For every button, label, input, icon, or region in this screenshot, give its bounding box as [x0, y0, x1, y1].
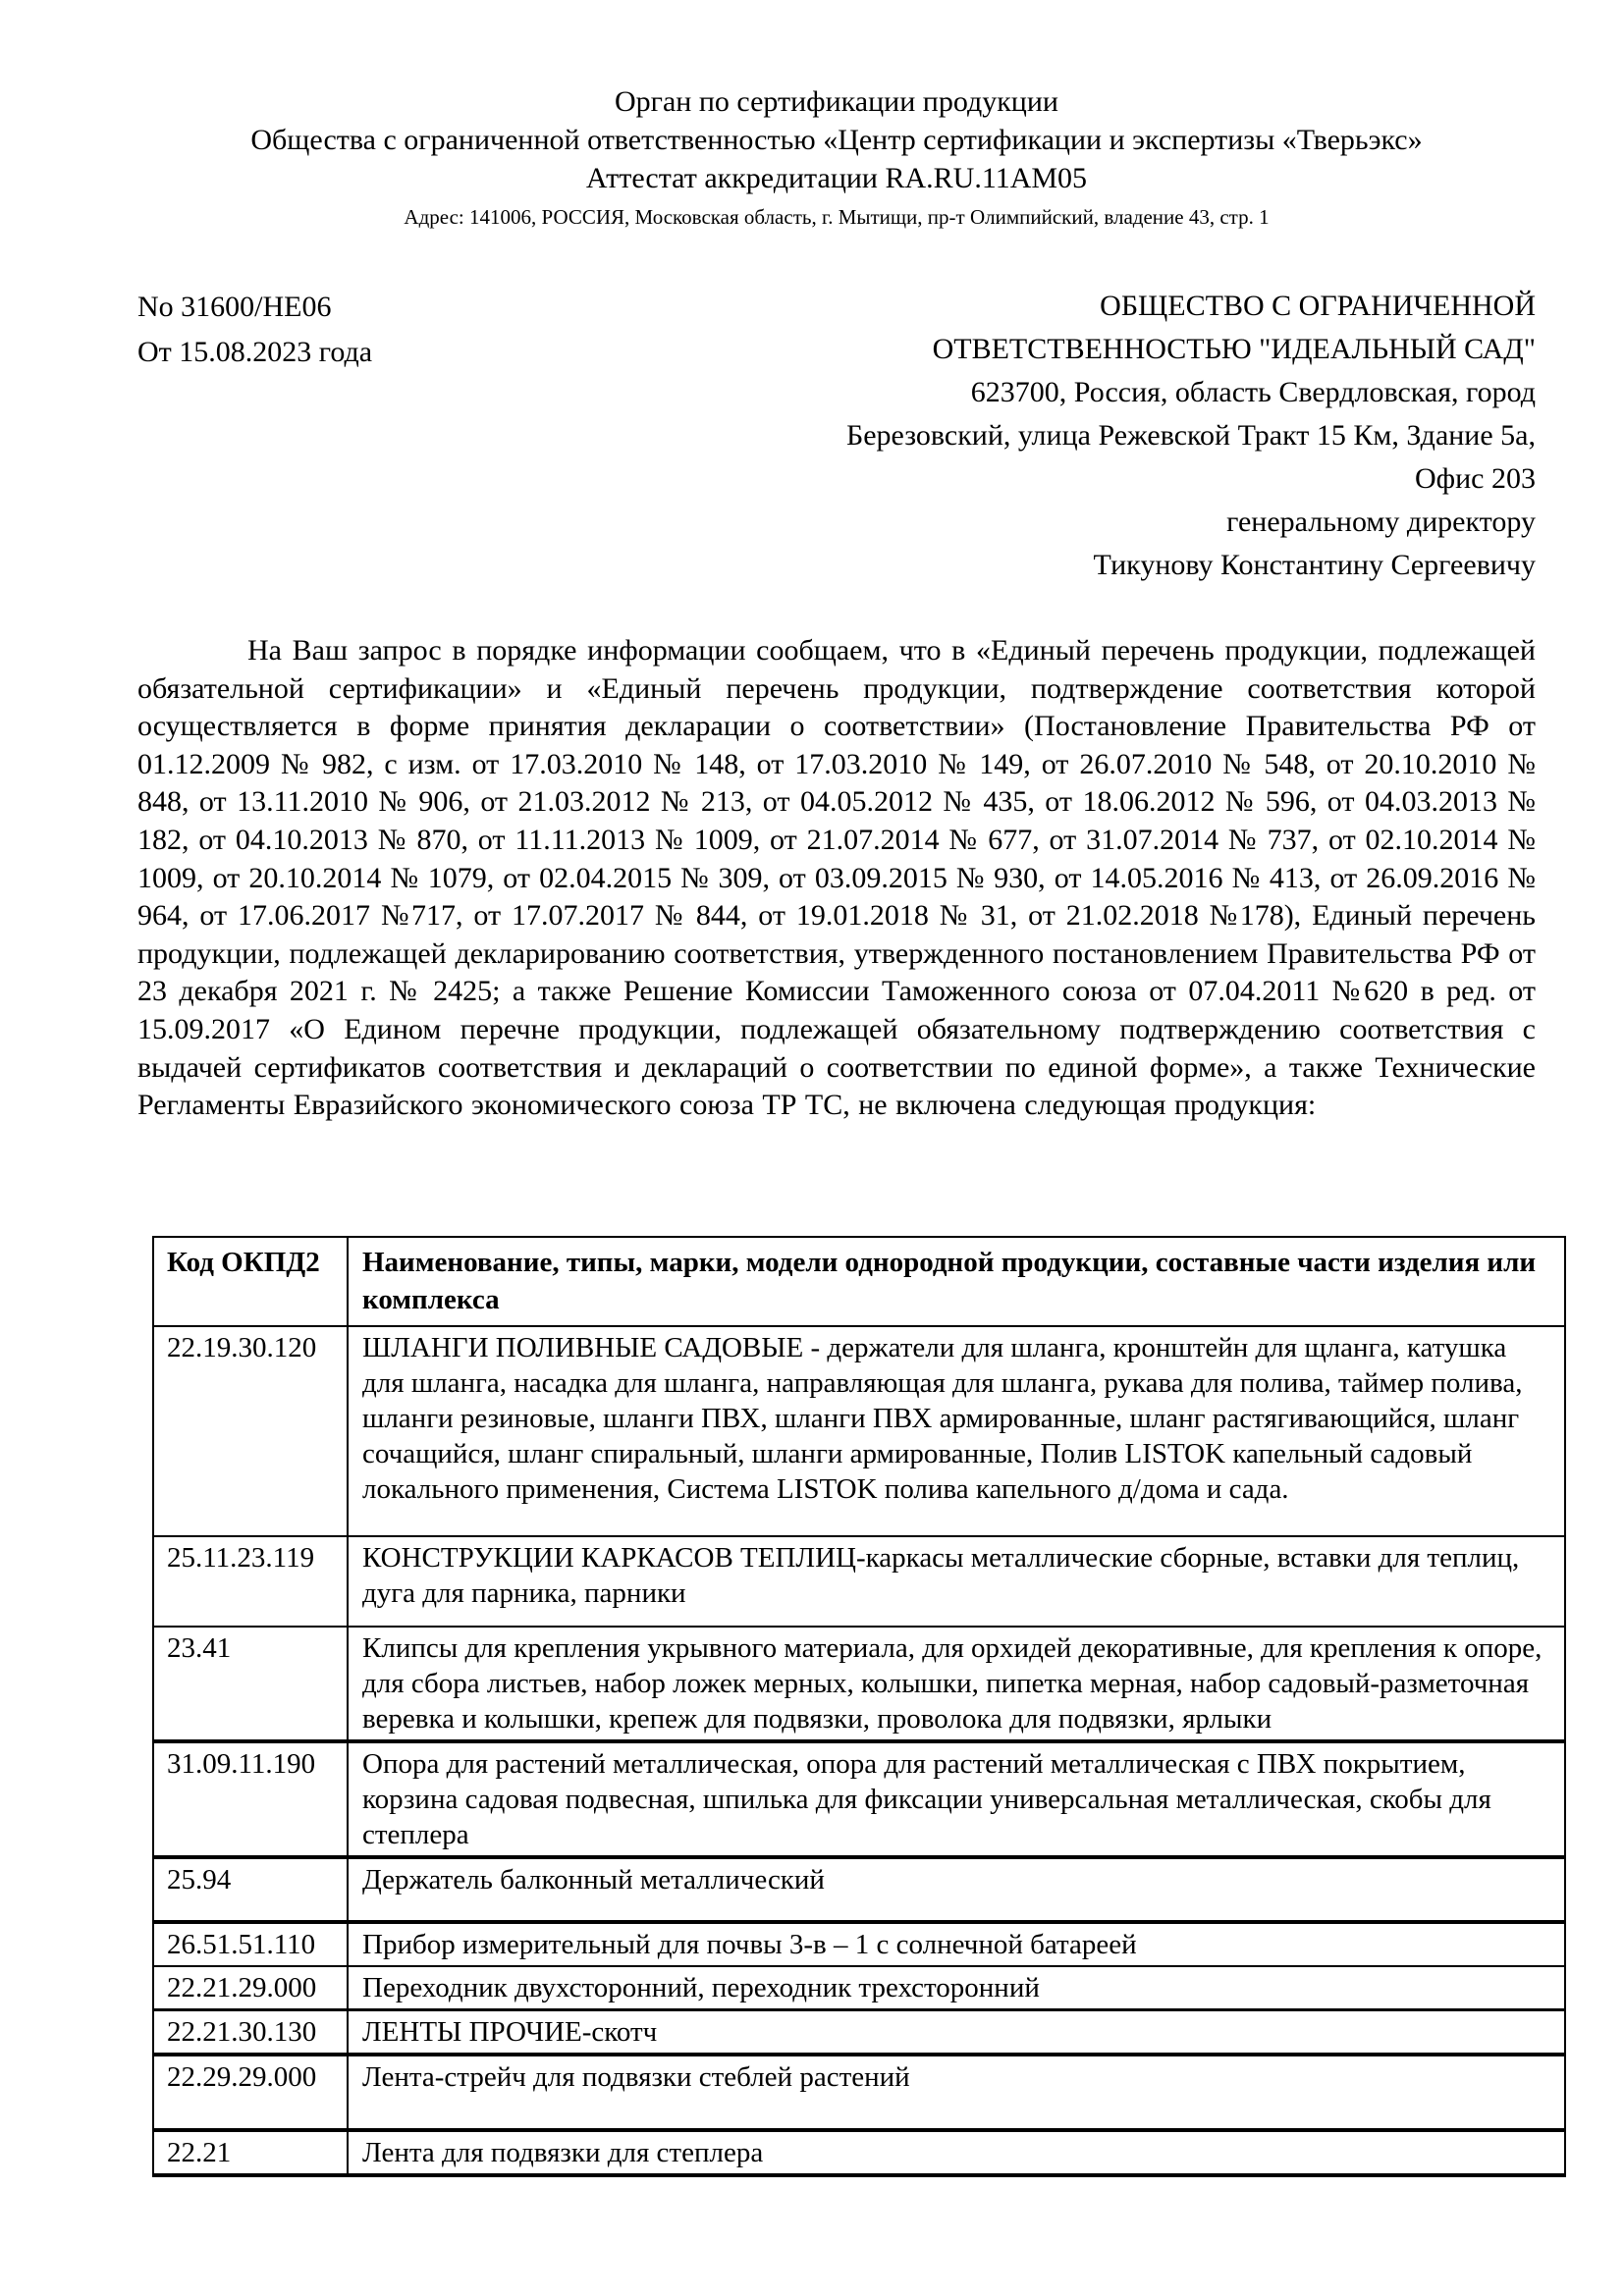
- name-cell: ШЛАНГИ ПОЛИВНЫЕ САДОВЫЕ - держатели для шланга, кронштейн для щланга, катушка для шланга, насадка для шланга, направляющая для шланга, рукава для полива, таймер полива, шланги резиновые, шланги ПВХ, шланги ПВХ армированные, шланг растягивающийся, шланг сочащийся, шланг спиральный, шланги армированные, Полив LISTOK капельный садовый локального применения, Система LISTOK полива капельного д/дома и сада.: [348, 1326, 1565, 1536]
- recipient-address-line3: Офис 203: [1415, 462, 1536, 495]
- name-cell: Лента-стрейч для подвязки стеблей растений: [348, 2055, 1565, 2130]
- code-cell: 22.21: [153, 2130, 348, 2175]
- table-row: [153, 1741, 1565, 1857]
- name-cell: Клипсы для крепления укрывного материала, для орхидей декоративные, для крепления к опоре, для сбора листьев, набор ложек мерных, колышки, пипетка мерная, набор садовый-разметочная веревка и колышки, крепеж для подвязки, проволока для подвязки, ярлыки: [348, 1627, 1565, 1741]
- name-cell: Переходник двухсторонний, переходник трехсторонний: [348, 1966, 1565, 2010]
- recipient-address-line2: Березовский, улица Режевской Тракт 15 Км, Здание 5а,: [845, 419, 1536, 452]
- code-cell: 22.29.29.000: [153, 2055, 348, 2130]
- name-cell: Держатель балконный металлический: [348, 1857, 1565, 1922]
- code-cell: 31.09.11.190: [153, 1741, 348, 1857]
- recipient-person: Тикунову Константину Сергеевичу: [1093, 549, 1536, 581]
- table-row: [153, 1966, 1565, 2010]
- reference-number: No 31600/НЕ06: [137, 291, 332, 323]
- code-cell: 22.21.30.130: [153, 2010, 348, 2056]
- recipient-company-line2: ОТВЕТСТВЕННОСТЬЮ "ИДЕАЛЬНЫЙ САД": [932, 333, 1536, 365]
- name-cell: Прибор измерительный для почвы 3-в – 1 с солнечной батареей: [348, 1922, 1565, 1966]
- code-cell: 22.21.29.000: [153, 1966, 348, 2010]
- recipient-block: [550, 285, 1536, 587]
- code-cell: 26.51.51.110: [153, 1922, 348, 1966]
- table-row: [153, 1627, 1565, 1741]
- products-table: [152, 1236, 1566, 2177]
- table-row: [153, 2130, 1565, 2175]
- code-cell: 25.11.23.119: [153, 1536, 348, 1627]
- reference-date: От 15.08.2023 года: [137, 336, 373, 368]
- table-row: [153, 2055, 1565, 2130]
- table-header-row: [153, 1237, 1565, 1326]
- table-header-name: Наименование, типы, марки, модели однородной продукции, составные части изделия или комплекса: [348, 1237, 1565, 1326]
- table-row: [153, 1857, 1565, 1922]
- code-cell: 22.19.30.120: [153, 1326, 348, 1536]
- recipient-title: генеральному директору: [1226, 506, 1536, 538]
- name-cell: ЛЕНТЫ ПРОЧИЕ-скотч: [348, 2010, 1565, 2056]
- table-row: [153, 1922, 1565, 1966]
- letterhead-accreditation: Аттестат аккредитации RA.RU.11АМ05: [585, 162, 1088, 194]
- name-cell: Лента для подвязки для степлера: [348, 2130, 1565, 2175]
- letterhead: [137, 82, 1536, 230]
- name-cell: Опора для растений металлическая, опора для растений металлическая с ПВХ покрытием, корзина садовая подвесная, шпилька для фиксации универсальная металлическая, скобы для степлера: [348, 1741, 1565, 1857]
- body-paragraph: На Ваш запрос в порядке информации сообщаем, что в «Единый перечень продукции, подлежащей обязательной сертификации» и «Единый перечень продукции, подтверждение соответствия которой осуществляется в форме принятия декларации о соответствии» (Постановление Правительства РФ от 01.12.2009 № 982, с изм. от 17.03.2010 № 148, от 17.03.2010 № 149, от 26.07.2010 № 548, от 20.10.2010 № 848, от 13.11.2010 № 906, от 21.03.2012 № 213, от 04.05.2012 № 435, от 18.06.2012 № 596, от 04.03.2013 № 182, от 04.10.2013 № 870, от 11.11.2013 № 1009, от 21.07.2014 № 677, от 31.07.2014 № 737, от 02.10.2014 № 1009, от 20.10.2014 № 1079, от 02.04.2015 № 309, от 03.09.2015 № 930, от 14.05.2016 № 413, от 26.09.2016 № 964, от 17.06.2017 №717, от 17.07.2017 № 844, от 19.01.2018 № 31, от 21.02.2018 №178), Единый перечень продукции, подлежащей декларированию соответствия, утвержденного постановлением Правительства РФ от 23 декабря 2021 г. № 2425; а также Решение Комиссии Таможенного союза от 07.04.2011 №620 в ред. от 15.09.2017 «О Едином перечне продукции, подлежащей обязательному подтверждению соответствия с выдачей сертификатов соответствия и деклараций о соответствии по единой форме», а также Технические Регламенты Евразийского экономического союза ТР ТС, не включена следующая продукция:: [137, 634, 1536, 1122]
- recipient-address-line1: 623700, Россия, область Свердловская, город: [970, 376, 1536, 408]
- code-cell: 25.94: [153, 1857, 348, 1922]
- letterhead-address: Адрес: 141006, РОССИЯ, Московская область, г. Мытищи, пр-т Олимпийский, владение 43, стр. 1: [404, 205, 1270, 229]
- table-row: [153, 1326, 1565, 1536]
- code-cell: 23.41: [153, 1627, 348, 1741]
- reference-block: [137, 285, 372, 375]
- table-header-code: Код ОКПД2: [153, 1237, 348, 1326]
- letterhead-org-line2: Общества с ограниченной ответственностью «Центр сертификации и экспертизы «Тверьэкс»: [250, 124, 1423, 156]
- letterhead-org-line1: Орган по сертификации продукции: [615, 85, 1058, 118]
- table-row: [153, 2010, 1565, 2056]
- recipient-company-line1: ОБЩЕСТВО С ОГРАНИЧЕННОЙ: [1100, 290, 1536, 322]
- table-row: [153, 1536, 1565, 1627]
- name-cell: КОНСТРУКЦИИ КАРКАСОВ ТЕПЛИЦ-каркасы металлические сборные, вставки для теплиц, дуга для парника, парники: [348, 1536, 1565, 1627]
